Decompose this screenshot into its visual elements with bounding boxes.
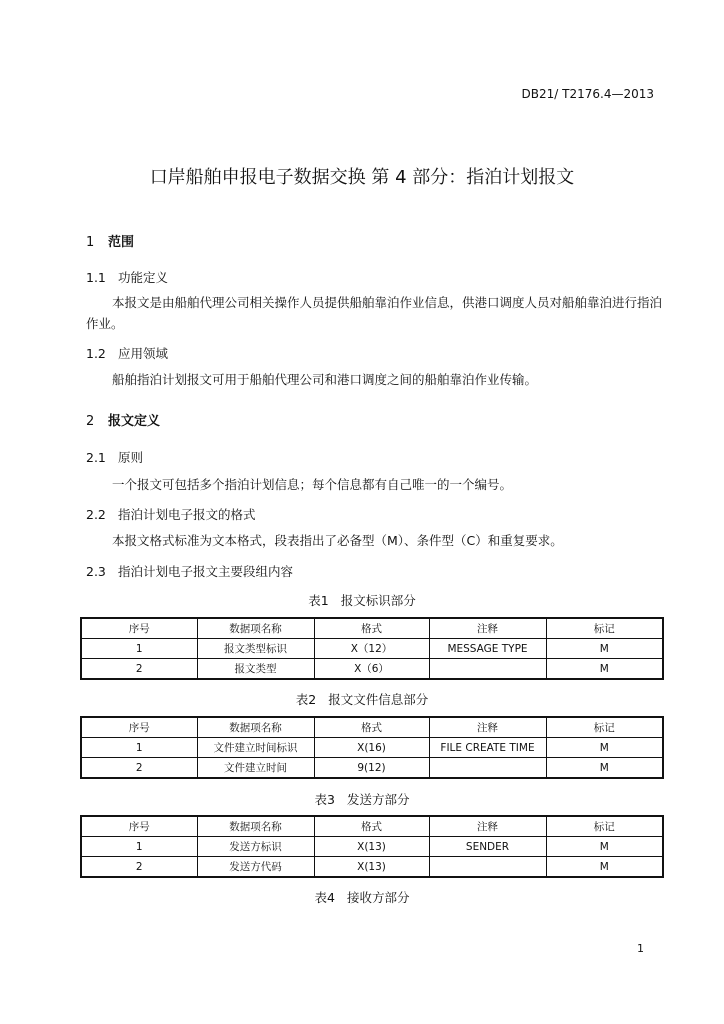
cell-flag: M	[546, 639, 663, 659]
section-number: 1.1	[86, 270, 106, 285]
cell-index: 2	[81, 857, 197, 878]
cell-flag: M	[546, 857, 663, 878]
table-caption-number: 表4	[314, 890, 335, 905]
header-format: 格式	[314, 816, 429, 837]
table-row	[81, 837, 663, 857]
table-caption-text: 发送方部分	[346, 792, 410, 807]
cell-field-name: 发送方标识	[197, 837, 314, 857]
table-header-row	[81, 816, 663, 837]
cell-flag: M	[546, 659, 663, 680]
table-caption-number: 表1	[308, 593, 329, 608]
section-title: 应用领域	[118, 346, 169, 361]
table-caption-number: 表3	[314, 792, 335, 807]
section-1-1-paragraph: 本报文是由船舶代理公司相关操作人员提供船舶靠泊作业信息，供港口调度人员对船舶靠泊进行指泊作业。	[86, 295, 663, 331]
section-number: 2.2	[86, 507, 106, 522]
cell-format: X(16)	[314, 738, 429, 758]
section-2-2-paragraph: 本报文格式标准为文本格式，段表指出了必备型（M）、条件型（C）和重复要求。	[112, 533, 563, 548]
section-title: 报文定义	[108, 414, 161, 429]
table-row	[81, 639, 663, 659]
cell-field-name: 报文类型	[197, 659, 314, 680]
cell-flag: M	[546, 758, 663, 779]
table-header-row	[81, 717, 663, 738]
page-number: 1	[637, 942, 644, 955]
section-2-2-heading	[86, 505, 256, 523]
header-flag: 标记	[546, 618, 663, 639]
table-3	[80, 815, 664, 878]
header-flag: 标记	[546, 717, 663, 738]
cell-note: SENDER	[429, 837, 546, 857]
header-field-name: 数据项名称	[197, 816, 314, 837]
section-1-heading	[86, 231, 134, 250]
cell-note: FILE CREATE TIME	[429, 738, 546, 758]
cell-flag: M	[546, 837, 663, 857]
table-row	[81, 758, 663, 779]
document-title: 口岸船舶申报电子数据交换 第 4 部分：指泊计划报文	[149, 167, 575, 188]
section-title: 原则	[118, 450, 144, 465]
cell-index: 1	[81, 837, 197, 857]
header-note: 注释	[429, 717, 546, 738]
section-1-2-paragraph: 船舶指泊计划报文可用于船舶代理公司和港口调度之间的船舶靠泊作业传输。	[112, 372, 538, 387]
cell-field-name: 文件建立时间标识	[197, 738, 314, 758]
header-index: 序号	[81, 717, 197, 738]
cell-index: 2	[81, 758, 197, 779]
section-1-1-heading	[86, 268, 168, 286]
table-caption-text: 报文文件信息部分	[328, 692, 429, 707]
cell-note	[429, 659, 546, 680]
table-header-row	[81, 618, 663, 639]
section-2-heading	[86, 410, 160, 429]
cell-field-name: 发送方代码	[197, 857, 314, 878]
section-title: 功能定义	[118, 270, 169, 285]
section-1-2-heading	[86, 344, 168, 362]
cell-note	[429, 758, 546, 779]
cell-format: X(13)	[314, 857, 429, 878]
table-row	[81, 659, 663, 680]
table-2	[80, 716, 664, 779]
header-index: 序号	[81, 618, 197, 639]
header-field-name: 数据项名称	[197, 717, 314, 738]
section-title: 范围	[108, 235, 135, 250]
section-title: 指泊计划电子报文主要段组内容	[118, 564, 294, 579]
header-note: 注释	[429, 618, 546, 639]
section-2-1-paragraph: 一个报文可包括多个指泊计划信息；每个信息都有自己唯一的一个编号。	[112, 477, 513, 492]
section-2-3-heading	[86, 562, 293, 580]
section-number: 1	[86, 235, 95, 250]
cell-format: 9(12)	[314, 758, 429, 779]
section-number: 2.3	[86, 564, 106, 579]
table-2-caption	[0, 690, 724, 708]
header-field-name: 数据项名称	[197, 618, 314, 639]
cell-format: X(13)	[314, 837, 429, 857]
header-index: 序号	[81, 816, 197, 837]
section-number: 2	[86, 414, 95, 429]
header-format: 格式	[314, 618, 429, 639]
section-number: 2.1	[86, 450, 106, 465]
section-2-1-heading	[86, 448, 143, 466]
cell-field-name: 文件建立时间	[197, 758, 314, 779]
doc-code: DB21/ T2176.4—2013	[521, 87, 654, 101]
header-format: 格式	[314, 717, 429, 738]
table-row	[81, 738, 663, 758]
table-1	[80, 617, 664, 680]
cell-index: 1	[81, 639, 197, 659]
header-flag: 标记	[546, 816, 663, 837]
section-number: 1.2	[86, 346, 106, 361]
table-caption-text: 接收方部分	[346, 890, 410, 905]
cell-format: X（6）	[314, 659, 429, 680]
cell-note: MESSAGE TYPE	[429, 639, 546, 659]
table-1-caption	[0, 591, 724, 609]
table-row	[81, 857, 663, 878]
section-title: 指泊计划电子报文的格式	[118, 507, 256, 522]
cell-flag: M	[546, 738, 663, 758]
table-4-caption	[0, 888, 724, 906]
cell-index: 2	[81, 659, 197, 680]
cell-field-name: 报文类型标识	[197, 639, 314, 659]
table-caption-text: 报文标识部分	[340, 593, 416, 608]
header-note: 注释	[429, 816, 546, 837]
cell-note	[429, 857, 546, 878]
table-caption-number: 表2	[295, 692, 317, 707]
table-3-caption	[0, 790, 724, 808]
cell-index: 1	[81, 738, 197, 758]
cell-format: X（12）	[314, 639, 429, 659]
